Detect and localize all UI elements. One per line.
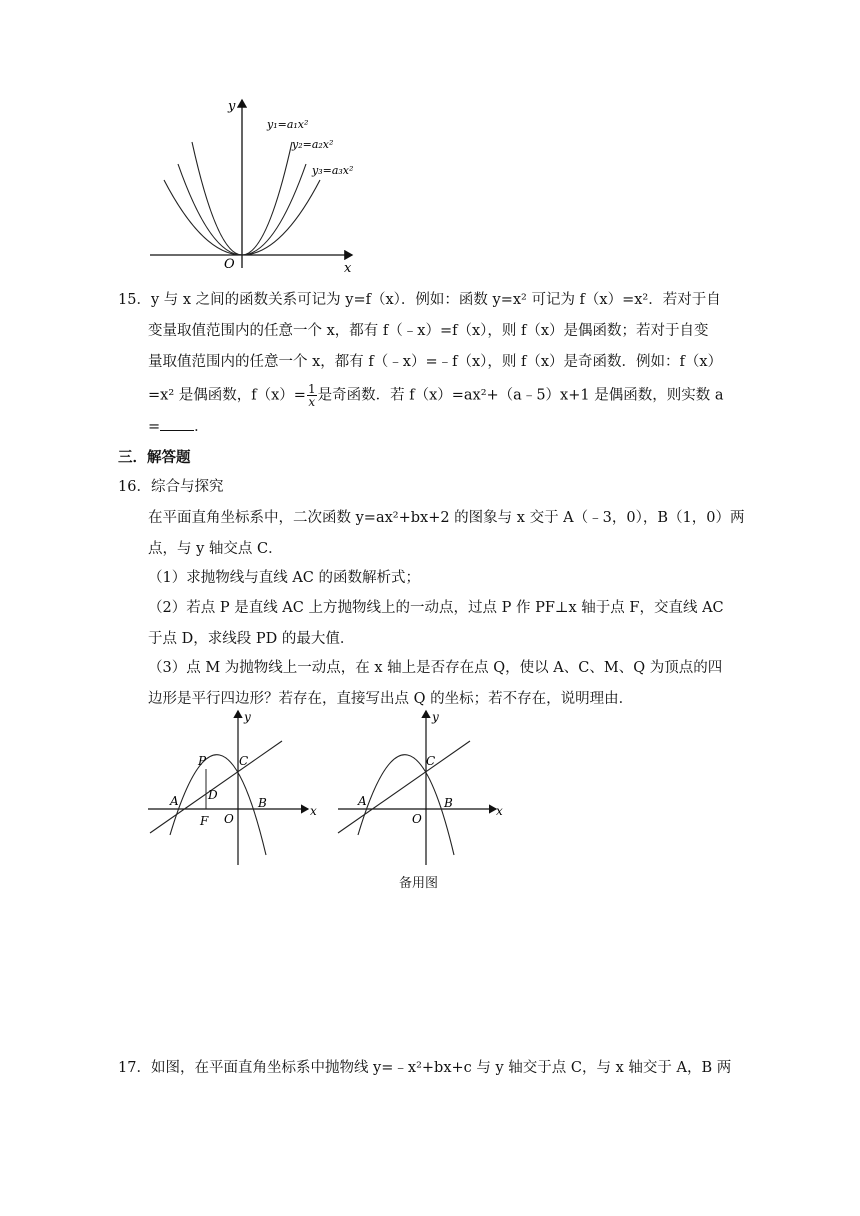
q15-line5 xyxy=(148,416,209,437)
figure-parabolas xyxy=(140,90,380,280)
q15-line1 xyxy=(118,290,721,310)
y-axis-label: y xyxy=(228,99,236,114)
q15-line4-a: =x² 是偶函数，f（x）= xyxy=(148,387,306,404)
point-B-label: B xyxy=(444,796,453,810)
x-axis-label: x xyxy=(496,804,503,818)
q16-part2-b: 于点 D，求线段 PD 的最大值． xyxy=(148,631,355,647)
q16-part3-a: （3）点 M 为抛物线上一动点，在 x 轴上是否存在点 Q，使以 A、C、M、Q 为顶点的四 xyxy=(148,660,723,676)
curve-label-y3: y₃=a₃x² xyxy=(312,164,354,177)
point-D-label: D xyxy=(208,788,218,802)
point-A-label: A xyxy=(358,794,367,808)
q16-line1: 在平面直角坐标系中，二次函数 y=ax²+bx+2 的图象与 x 交于 A（﹣3，0），B（1，0）两 xyxy=(148,510,745,526)
fraction-denominator: x xyxy=(308,395,316,409)
figure-spare xyxy=(330,705,520,875)
y-axis-label: y xyxy=(244,710,251,724)
curve-label-y2: y₂=a₂x² xyxy=(292,138,334,151)
section-title: 三．解答题 xyxy=(118,450,191,466)
q16-number: 16． xyxy=(118,479,151,495)
fraction-numerator: 1 xyxy=(307,382,316,396)
point-C-label: C xyxy=(426,754,436,768)
figure-caption: 备用图 xyxy=(399,876,439,891)
q15-line2: 变量取值范围内的任意一个 x，都有 f（﹣x）=f（x），则 f（x）是偶函数；若对于自变 xyxy=(148,323,709,339)
y-axis-label: y xyxy=(432,710,439,724)
q15-number: 15． xyxy=(118,292,151,308)
q16-part2-a: （2）若点 P 是直线 AC 上方抛物线上的一动点，过点 P 作 PF⊥x 轴于点 F，交直线 AC xyxy=(148,600,724,616)
q15-line3: 量取值范围内的任意一个 x，都有 f（﹣x）=﹣f（x），则 f（x）是奇函数．例如：f（x） xyxy=(148,354,723,370)
q17-number: 17． xyxy=(118,1060,151,1076)
q15-text-1: y 与 x 之间的函数关系可记为 y=f（x）．例如：函数 y=x² 可记为 f（x）=x²．若对于自 xyxy=(150,292,721,308)
q15-line4-b: 是奇函数．若 f（x）=ax²+（a﹣5）x+1 是偶函数，则实数 a xyxy=(317,387,724,404)
q16-part3-b: 边形是平行四边形？若存在，直接写出点 Q 的坐标；若不存在，说明理由． xyxy=(148,691,634,707)
fraction-1-over-x xyxy=(307,383,317,408)
figure-main xyxy=(140,705,330,875)
curve-label-y1: y₁=a₁x² xyxy=(267,118,309,131)
point-C-label: C xyxy=(239,754,249,768)
q16-part1: （1）求抛物线与直线 AC 的函数解析式； xyxy=(148,570,421,586)
q17-text-1: 如图，在平面直角坐标系中抛物线 y=﹣x²+bx+c 与 y 轴交于点 C，与 x 轴交于 A，B 两 xyxy=(150,1060,732,1076)
point-B-label: B xyxy=(258,796,267,810)
x-axis-label: x xyxy=(344,261,352,276)
origin-label: O xyxy=(224,257,235,272)
point-F-label: F xyxy=(200,814,209,828)
q16-title: 综合与探究 xyxy=(150,479,224,495)
q16-header xyxy=(118,477,223,497)
point-A-label: A xyxy=(170,794,179,808)
q15-line5-a: = xyxy=(148,419,161,435)
q16-line2: 点，与 y 轴交点 C． xyxy=(148,541,283,557)
x-axis-label: x xyxy=(310,804,317,818)
point-P-label: P xyxy=(198,754,207,768)
q15-line4 xyxy=(148,383,723,408)
origin-label: O xyxy=(224,812,234,826)
answer-blank xyxy=(160,416,194,431)
origin-label: O xyxy=(412,812,422,826)
q15-line5-b: ． xyxy=(194,419,209,435)
q17-line1 xyxy=(118,1058,731,1078)
